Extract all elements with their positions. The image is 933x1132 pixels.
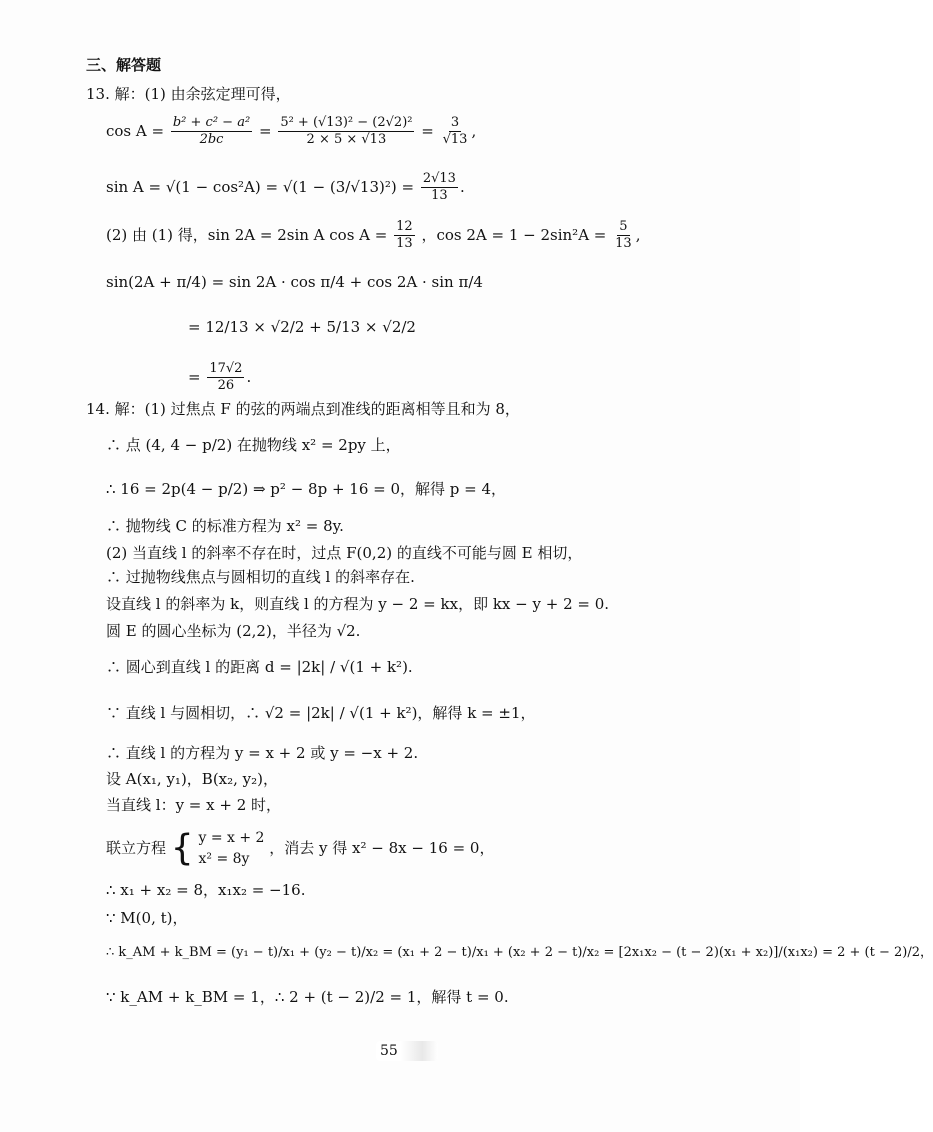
cos-frac2: $\frac{\text{5² + (√13)² − (2√2)²}}{2 \times 5 \times √13}$ <box>280 115 413 148</box>
q14-l4: (2) 当直线 l 的斜率不存在时，过点 F(0,2) 的直线不可能与圆 E 相切， <box>106 544 583 562</box>
q13-step2: = $\frac{17√2}{26}$ . <box>188 361 252 394</box>
q13-sin-line: sin A = √(1 − cos²A) = √(1 − (3/√13)²) = $\frac{2√13}{13}$ . <box>106 171 465 204</box>
page-number: 55 <box>376 1041 438 1061</box>
q14-l7: 圆 E 的圆心坐标为 (2,2)，半径为 √2. <box>106 622 361 640</box>
q14-l3: ∴ 抛物线 C 的标准方程为 x² = 8y. <box>106 517 344 535</box>
q14-l1: ∴ 点 (4, 4 − p/2) 在抛物线 x² = 2py 上， <box>106 436 401 454</box>
step2-frac: $\frac{17√2}{26}$ <box>209 361 243 394</box>
q14-l14: ∴ x₁ + x₂ = 8，x₁x₂ = −16. <box>106 881 306 899</box>
q14-l5: ∴ 过抛物线焦点与圆相切的直线 l 的斜率存在. <box>106 568 415 586</box>
p2-frac2: $\frac{5}{13}$ <box>615 219 632 252</box>
section-title: 三、解答题 <box>86 56 162 74</box>
system-brace: { <box>170 827 194 869</box>
sin-label: sin A = √(1 − cos²A) = √(1 − (3/√13)²) = <box>106 177 415 196</box>
cos-label: cos A = <box>106 121 165 140</box>
q14-l17: ∵ k_AM + k_BM = 1，∴ 2 + (t − 2)/2 = 1，解得 t = 0. <box>106 988 509 1006</box>
q14-l8: ∴ 圆心到直线 l 的距离 d = |2k| / √(1 + k²). <box>106 658 413 676</box>
q14-head: 14. 解：(1) 过焦点 F 的弦的两端点到准线的距离相等且和为 8， <box>86 400 520 418</box>
cos-frac3: $\frac{3}{√13}$ <box>442 115 468 148</box>
q14-l6: 设直线 l 的斜率为 k，则直线 l 的方程为 y − 2 = kx，即 kx − y + 2 = 0. <box>106 595 610 613</box>
q13-part2: (2) 由 (1) 得，sin 2A = 2sin A cos A = $\frac{12}{13}$ ，cos 2A = 1 − 2sin²A = $\frac{5}{13}$ , <box>106 219 641 252</box>
q14-l13: 联立方程 { y = x + 2 x² = 8y ，消去 y 得 x² − 8x − 16 = 0， <box>106 827 495 869</box>
q14-l16: ∴ k_AM + k_BM = (y₁ − t)/x₁ + (y₂ − t)/x₂ = (x₁ + 2 − t)/x₁ + (x₂ + 2 − t)/x₂ = [2x₁x₂ − (t − 2)(x₁ + x₂)]/(x₁x₂) = 2 + (t − 2)/2， <box>106 945 933 960</box>
q13-head: 13. 解：(1) 由余弦定理可得， <box>86 85 291 103</box>
q13-sin2a: sin(2A + π/4) = sin 2A · cos π/4 + cos 2A · sin π/4 <box>106 273 483 291</box>
cos-frac1: $\frac{\text{b² + c² − a²}}{2bc}$ <box>172 115 251 148</box>
q14-l11: 设 A(x₁, y₁)，B(x₂, y₂)， <box>106 770 279 788</box>
q14-l15: ∵ M(0, t)， <box>106 909 188 927</box>
sin-result: $\frac{2√13}{13}$ <box>422 171 456 204</box>
q14-l10: ∴ 直线 l 的方程为 y = x + 2 或 y = −x + 2. <box>106 744 419 762</box>
p2-frac1: $\frac{12}{13}$ <box>396 219 413 252</box>
q14-l2: ∴ 16 = 2p(4 − p/2) ⇒ p² − 8p + 16 = 0，解得 p = 4， <box>106 480 507 498</box>
q14-l9: ∵ 直线 l 与圆相切，∴ √2 = |2k| / √(1 + k²)，解得 k = ±1， <box>106 704 536 722</box>
equation-system: y = x + 2 x² = 8y <box>198 830 265 867</box>
q14-l12: 当直线 l：y = x + 2 时， <box>106 796 282 814</box>
q13-step1: = 12/13 × √2/2 + 5/13 × √2/2 <box>188 318 416 336</box>
q13-cos-line: cos A = $\frac{\text{b² + c² − a²}}{2bc}$ = $\frac{\text{5² + (√13)² − (2√2)²}}{2 \times 5 \times √13}$ = $\frac{3}{√13}$ , <box>106 115 477 148</box>
